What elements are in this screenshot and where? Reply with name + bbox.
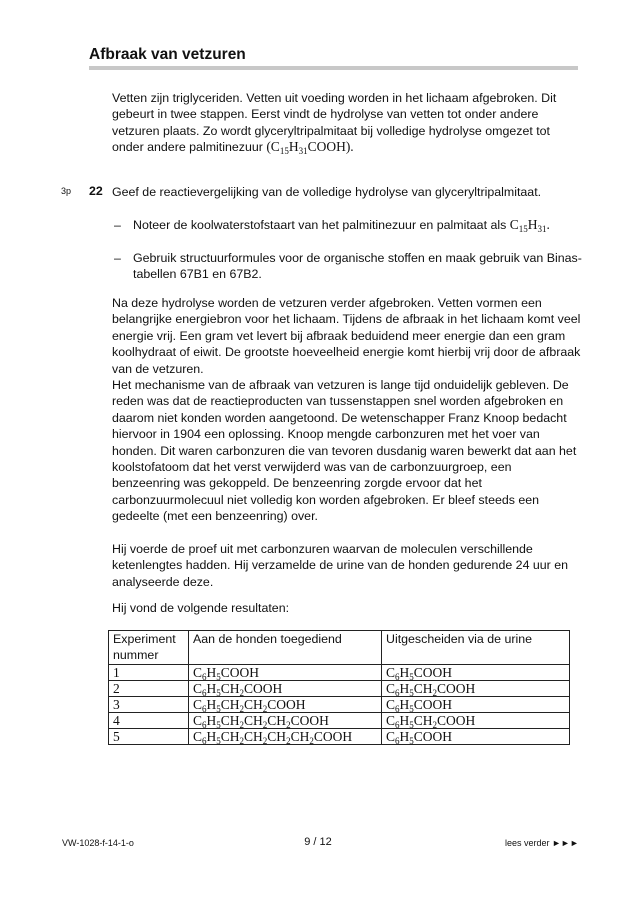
intro-formula: $(C_{15}H_{31}COOH)$. <box>266 139 354 157</box>
experiment-number-cell: 2 <box>109 681 189 697</box>
experiment-number-cell: 3 <box>109 697 189 713</box>
excreted-compound-cell: $C_6H_5CH_2COOH$ <box>382 681 570 697</box>
footer-page-number: 9 / 12 <box>304 836 332 848</box>
bullet-dash-2: – <box>114 251 121 265</box>
administered-compound-cell: $C_6H_5CH_2CH_2COOH$ <box>189 697 382 713</box>
administered-compound-cell: $C_6H_5CH_2CH_2CH_2CH_2COOH$ <box>189 729 382 745</box>
question-number: 22 <box>89 184 103 198</box>
intro-paragraph <box>112 90 582 156</box>
administered-compound-cell: $C_6H_5COOH$ <box>189 665 382 681</box>
experiment-number-cell: 5 <box>109 729 189 745</box>
bullet-2: Gebruik structuurformules voor de organische stoffen en maak gebruik van Binas-tabellen 67B1 en 67B2. <box>133 251 582 282</box>
body-paragraph-4: Hij vond de volgende resultaten: <box>112 601 290 615</box>
table-header-cell: Experiment nummer <box>109 631 189 665</box>
table-row <box>109 681 570 697</box>
bullet-1-formula: $C_{15}H_{31}$. <box>509 217 550 234</box>
table-row <box>109 713 570 729</box>
table-row <box>109 665 570 681</box>
bullet-1-text: Noteer de koolwaterstofstaart van het palmitinezuur en palmitaat als <box>133 218 507 232</box>
header-divider <box>89 66 578 70</box>
table-header-cell: Aan de honden toegediend <box>189 631 382 665</box>
footer-continue: lees verder ►►► <box>505 838 579 848</box>
body-paragraph-1: Na deze hydrolyse worden de vetzuren verder afgebroken. Vetten vormen een belangrijke energiebron voor het lichaam. Tijdens de afbraak in het lichaam komt veel energie vrij. Een gram vet levert bij afbraak beduidend meer energie dan een gram koolhydraat of eiwit. De grootste hoeveelheid energie komt hierbij vrij door de afbraak van de vetzuren. <box>112 296 581 376</box>
table-body <box>109 665 570 745</box>
results-table <box>108 630 570 745</box>
experiment-number-cell: 4 <box>109 713 189 729</box>
excreted-compound-cell: $C_6H_5COOH$ <box>382 729 570 745</box>
excreted-compound-cell: $C_6H_5COOH$ <box>382 697 570 713</box>
excreted-compound-cell: $C_6H_5CH_2COOH$ <box>382 713 570 729</box>
administered-compound-cell: $C_6H_5CH_2CH_2CH_2COOH$ <box>189 713 382 729</box>
table-row <box>109 729 570 745</box>
administered-compound-cell: $C_6H_5CH_2COOH$ <box>189 681 382 697</box>
intro-text: Vetten zijn triglyceriden. Vetten uit voeding worden in het lichaam afgebroken. Dit gebeurt in twee stappen. Eerst vindt de hydrolyse van vetten tot onder andere vetzuren plaats. Zo wordt glyceryltripalmitaat bij volledige hydrolyse omgezet tot onder andere palmitinezuur <box>112 91 557 155</box>
question-points: 3p <box>61 186 72 196</box>
page-header-title: Afbraak van vetzuren <box>89 46 246 63</box>
table-row <box>109 697 570 713</box>
table-header-cell: Uitgescheiden via de urine <box>382 631 570 665</box>
question-text: Geef de reactievergelijking van de volledige hydrolyse van glyceryltripalmitaat. <box>112 185 542 199</box>
experiment-number-cell: 1 <box>109 665 189 681</box>
bullet-dash-1: – <box>114 218 121 232</box>
table-header-row <box>109 631 570 665</box>
bullet-1 <box>133 217 582 233</box>
footer-code: VW-1028-f-14-1-o <box>62 838 134 848</box>
excreted-compound-cell: $C_6H_5COOH$ <box>382 665 570 681</box>
body-paragraph-2: Het mechanisme van de afbraak van vetzuren is lange tijd onduidelijk gebleven. De reden was dat de reactieproducten van tussenstappen snel worden afgebroken en daarom niet konden worden aangetoond. De wetenschapper Franz Knoop bedacht hiervoor in 1904 een oplossing. Knoop mengde carbonzuren met het voer van honden. Dit waren carbonzuren die van tevoren dusdanig waren bewerkt dat aan het koolstofatoom dat het verst verwijderd was van de carbonzuurgroep, een benzeenring was gekoppeld. De benzeenring zorgde ervoor dat het carbonzuurmolecuul niet volledig kon worden afgebroken. Er bleef steeds een gedeelte (met een benzeenring) over. <box>112 378 577 524</box>
body-paragraph-3: Hij voerde de proef uit met carbonzuren waarvan de moleculen verschillende ketenlengtes hadden. Hij verzamelde de urine van de honden gedurende 24 uur en analyseerde deze. <box>112 542 569 589</box>
